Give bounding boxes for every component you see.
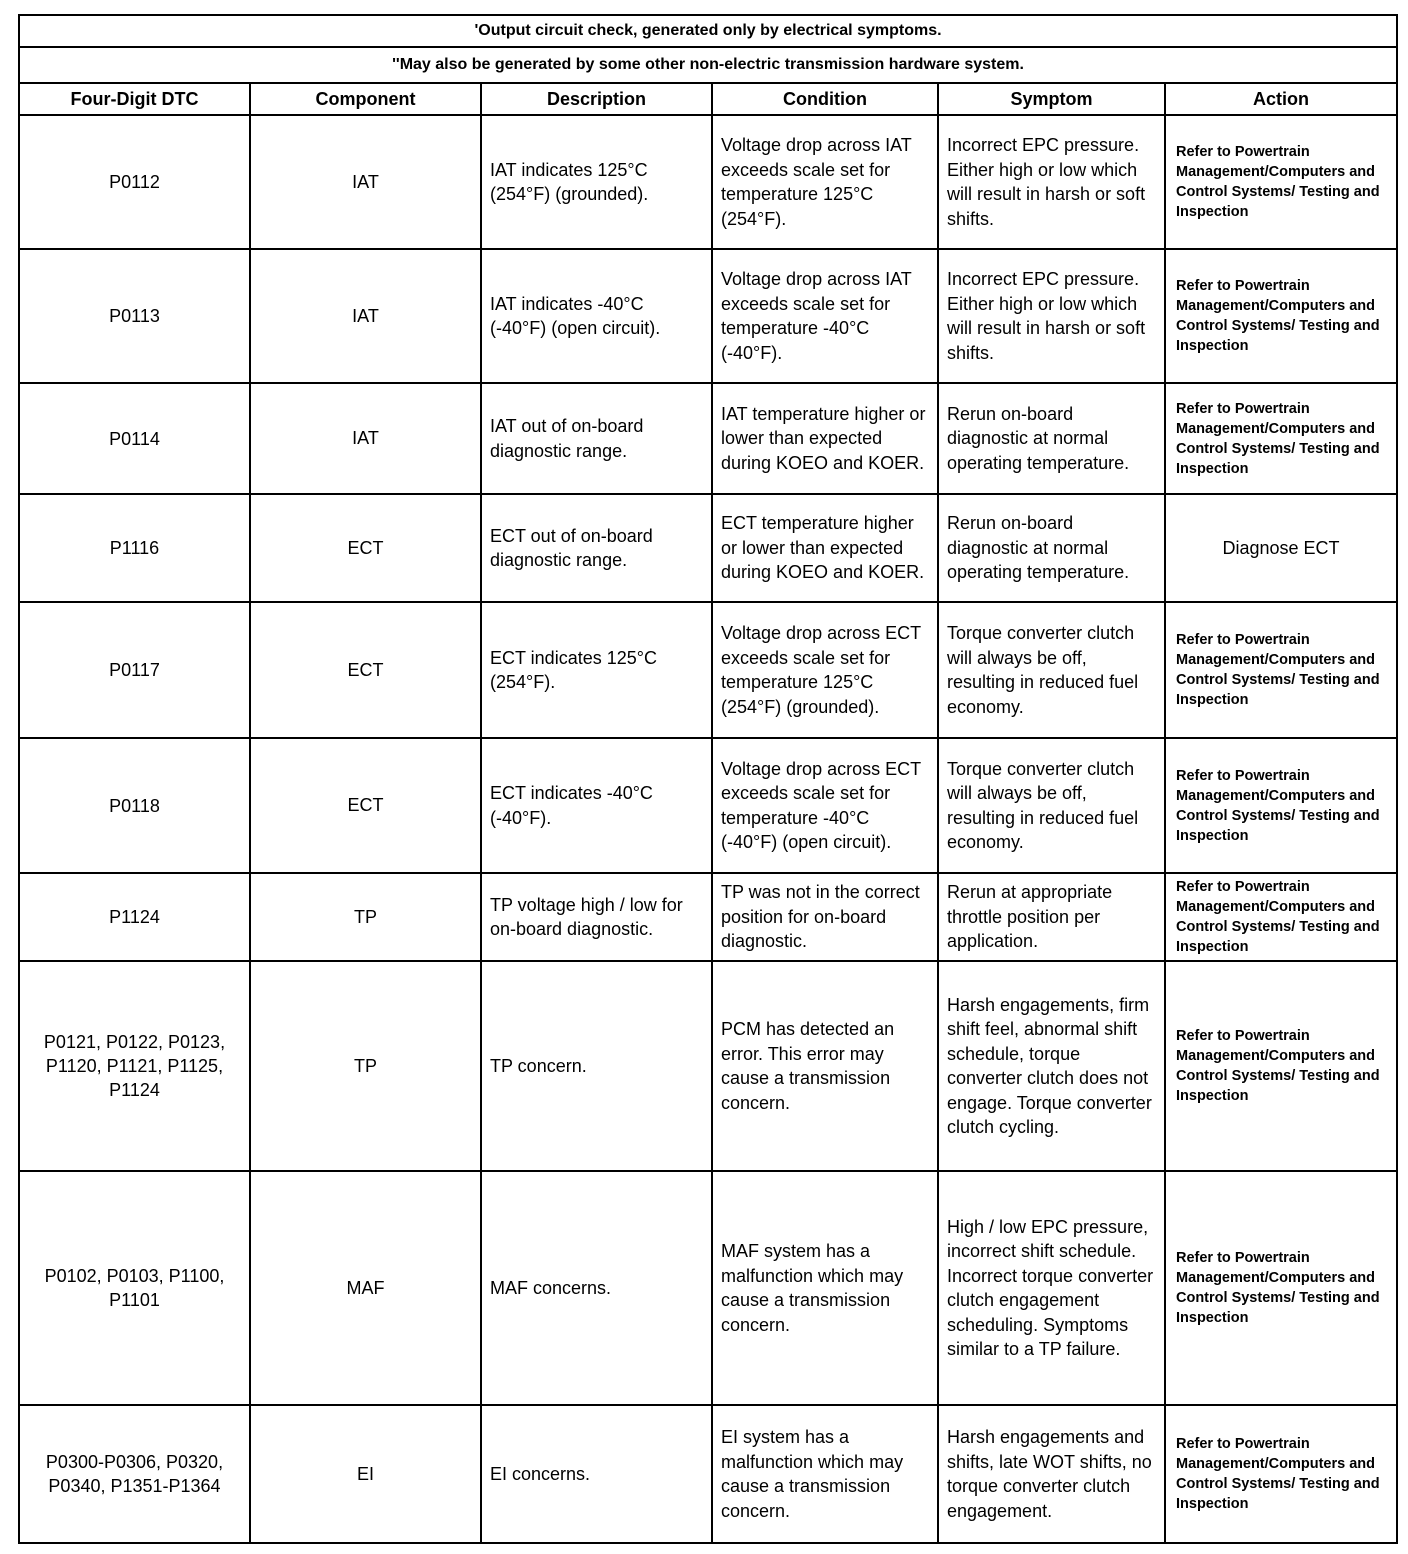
description-cell: ECT out of on-board diagnostic range. [481,494,712,602]
component-cell: IAT [250,249,481,383]
symptom-cell: Harsh engagements and shifts, late WOT shifts, no torque converter clutch engagement. [938,1405,1165,1543]
symptom-cell: Incorrect EPC pressure. Either high or low which will result in harsh or soft shifts. [938,249,1165,383]
condition-cell: IAT temperature higher or lower than expected during KOEO and KOER. [712,383,938,494]
condition-cell: Voltage drop across IAT exceeds scale set for temperature 125°C (254°F). [712,115,938,249]
description-cell: TP concern. [481,961,712,1171]
dtc-cell: P0300-P0306, P0320, P0340, P1351-P1364 [19,1405,250,1543]
condition-cell: Voltage drop across IAT exceeds scale set for temperature -40°C (-40°F). [712,249,938,383]
table-row [19,873,1397,961]
action-cell: Refer to Powertrain Management/Computers and Control Systems/ Testing and Inspection [1165,873,1397,961]
description-cell: MAF concerns. [481,1171,712,1405]
dtc-table [18,14,1398,1544]
dtc-cell: P0118 [19,738,250,873]
header-action: Action [1165,83,1397,115]
action-cell: Refer to Powertrain Management/Computers and Control Systems/ Testing and Inspection [1165,249,1397,383]
action-cell: Refer to Powertrain Management/Computers and Control Systems/ Testing and Inspection [1165,738,1397,873]
action-cell: Refer to Powertrain Management/Computers and Control Systems/ Testing and Inspection [1165,961,1397,1171]
header-row [19,83,1397,115]
component-cell: TP [250,961,481,1171]
header-component: Component [250,83,481,115]
footnote-output-circuit: 'Output circuit check, generated only by electrical symptoms. [19,15,1397,47]
table-row [19,1171,1397,1405]
condition-cell: PCM has detected an error. This error may cause a transmission concern. [712,961,938,1171]
condition-cell: TP was not in the correct position for on-board diagnostic. [712,873,938,961]
note-row-2 [19,47,1397,83]
note-row-1 [19,15,1397,47]
description-cell: ECT indicates -40°C (-40°F). [481,738,712,873]
header-condition: Condition [712,83,938,115]
symptom-cell: Harsh engagements, firm shift feel, abnormal shift schedule, torque converter clutch does not engage. Torque converter clutch cycling. [938,961,1165,1171]
table-row [19,383,1397,494]
dtc-cell: P0113 [19,249,250,383]
header-description: Description [481,83,712,115]
action-cell: Refer to Powertrain Management/Computers and Control Systems/ Testing and Inspection [1165,1405,1397,1543]
dtc-cell: P0102, P0103, P1100, P1101 [19,1171,250,1405]
action-cell: Refer to Powertrain Management/Computers and Control Systems/ Testing and Inspection [1165,602,1397,738]
dtc-cell: P0114 [19,383,250,494]
dtc-cell: P1124 [19,873,250,961]
description-cell: IAT indicates -40°C (-40°F) (open circuit). [481,249,712,383]
table-row [19,738,1397,873]
condition-cell: EI system has a malfunction which may cause a transmission concern. [712,1405,938,1543]
component-cell: MAF [250,1171,481,1405]
header-dtc: Four-Digit DTC [19,83,250,115]
description-cell: IAT indicates 125°C (254°F) (grounded). [481,115,712,249]
action-cell: Refer to Powertrain Management/Computers and Control Systems/ Testing and Inspection [1165,1171,1397,1405]
action-cell: Refer to Powertrain Management/Computers and Control Systems/ Testing and Inspection [1165,383,1397,494]
action-cell: Diagnose ECT [1165,494,1397,602]
component-cell: ECT [250,602,481,738]
table-row [19,1405,1397,1543]
action-cell: Refer to Powertrain Management/Computers and Control Systems/ Testing and Inspection [1165,115,1397,249]
table-row [19,961,1397,1171]
dtc-cell: P1116 [19,494,250,602]
description-cell: IAT out of on-board diagnostic range. [481,383,712,494]
component-cell: EI [250,1405,481,1543]
description-cell: TP voltage high / low for on-board diagnostic. [481,873,712,961]
symptom-cell: Torque converter clutch will always be off, resulting in reduced fuel economy. [938,602,1165,738]
condition-cell: Voltage drop across ECT exceeds scale set for temperature 125°C (254°F) (grounded). [712,602,938,738]
table-row [19,115,1397,249]
dtc-cell: P0121, P0122, P0123, P1120, P1121, P1125, P1124 [19,961,250,1171]
symptom-cell: Rerun on-board diagnostic at normal operating temperature. [938,494,1165,602]
component-cell: ECT [250,494,481,602]
component-cell: TP [250,873,481,961]
component-cell: ECT [250,738,481,873]
table-row [19,602,1397,738]
dtc-cell: P0112 [19,115,250,249]
symptom-cell: High / low EPC pressure, incorrect shift schedule. Incorrect torque converter clutch engagement scheduling. Symptoms similar to a TP failure. [938,1171,1165,1405]
footnote-non-electric: ''May also be generated by some other non-electric transmission hardware system. [19,47,1397,83]
symptom-cell: Torque converter clutch will always be off, resulting in reduced fuel economy. [938,738,1165,873]
component-cell: IAT [250,383,481,494]
header-symptom: Symptom [938,83,1165,115]
dtc-cell: P0117 [19,602,250,738]
component-cell: IAT [250,115,481,249]
description-cell: EI concerns. [481,1405,712,1543]
dtc-table-container [18,14,1396,1544]
symptom-cell: Incorrect EPC pressure. Either high or low which will result in harsh or soft shifts. [938,115,1165,249]
symptom-cell: Rerun on-board diagnostic at normal operating temperature. [938,383,1165,494]
table-row [19,494,1397,602]
table-row [19,249,1397,383]
condition-cell: Voltage drop across ECT exceeds scale set for temperature -40°C (-40°F) (open circuit). [712,738,938,873]
description-cell: ECT indicates 125°C (254°F). [481,602,712,738]
symptom-cell: Rerun at appropriate throttle position per application. [938,873,1165,961]
condition-cell: ECT temperature higher or lower than expected during KOEO and KOER. [712,494,938,602]
condition-cell: MAF system has a malfunction which may cause a transmission concern. [712,1171,938,1405]
